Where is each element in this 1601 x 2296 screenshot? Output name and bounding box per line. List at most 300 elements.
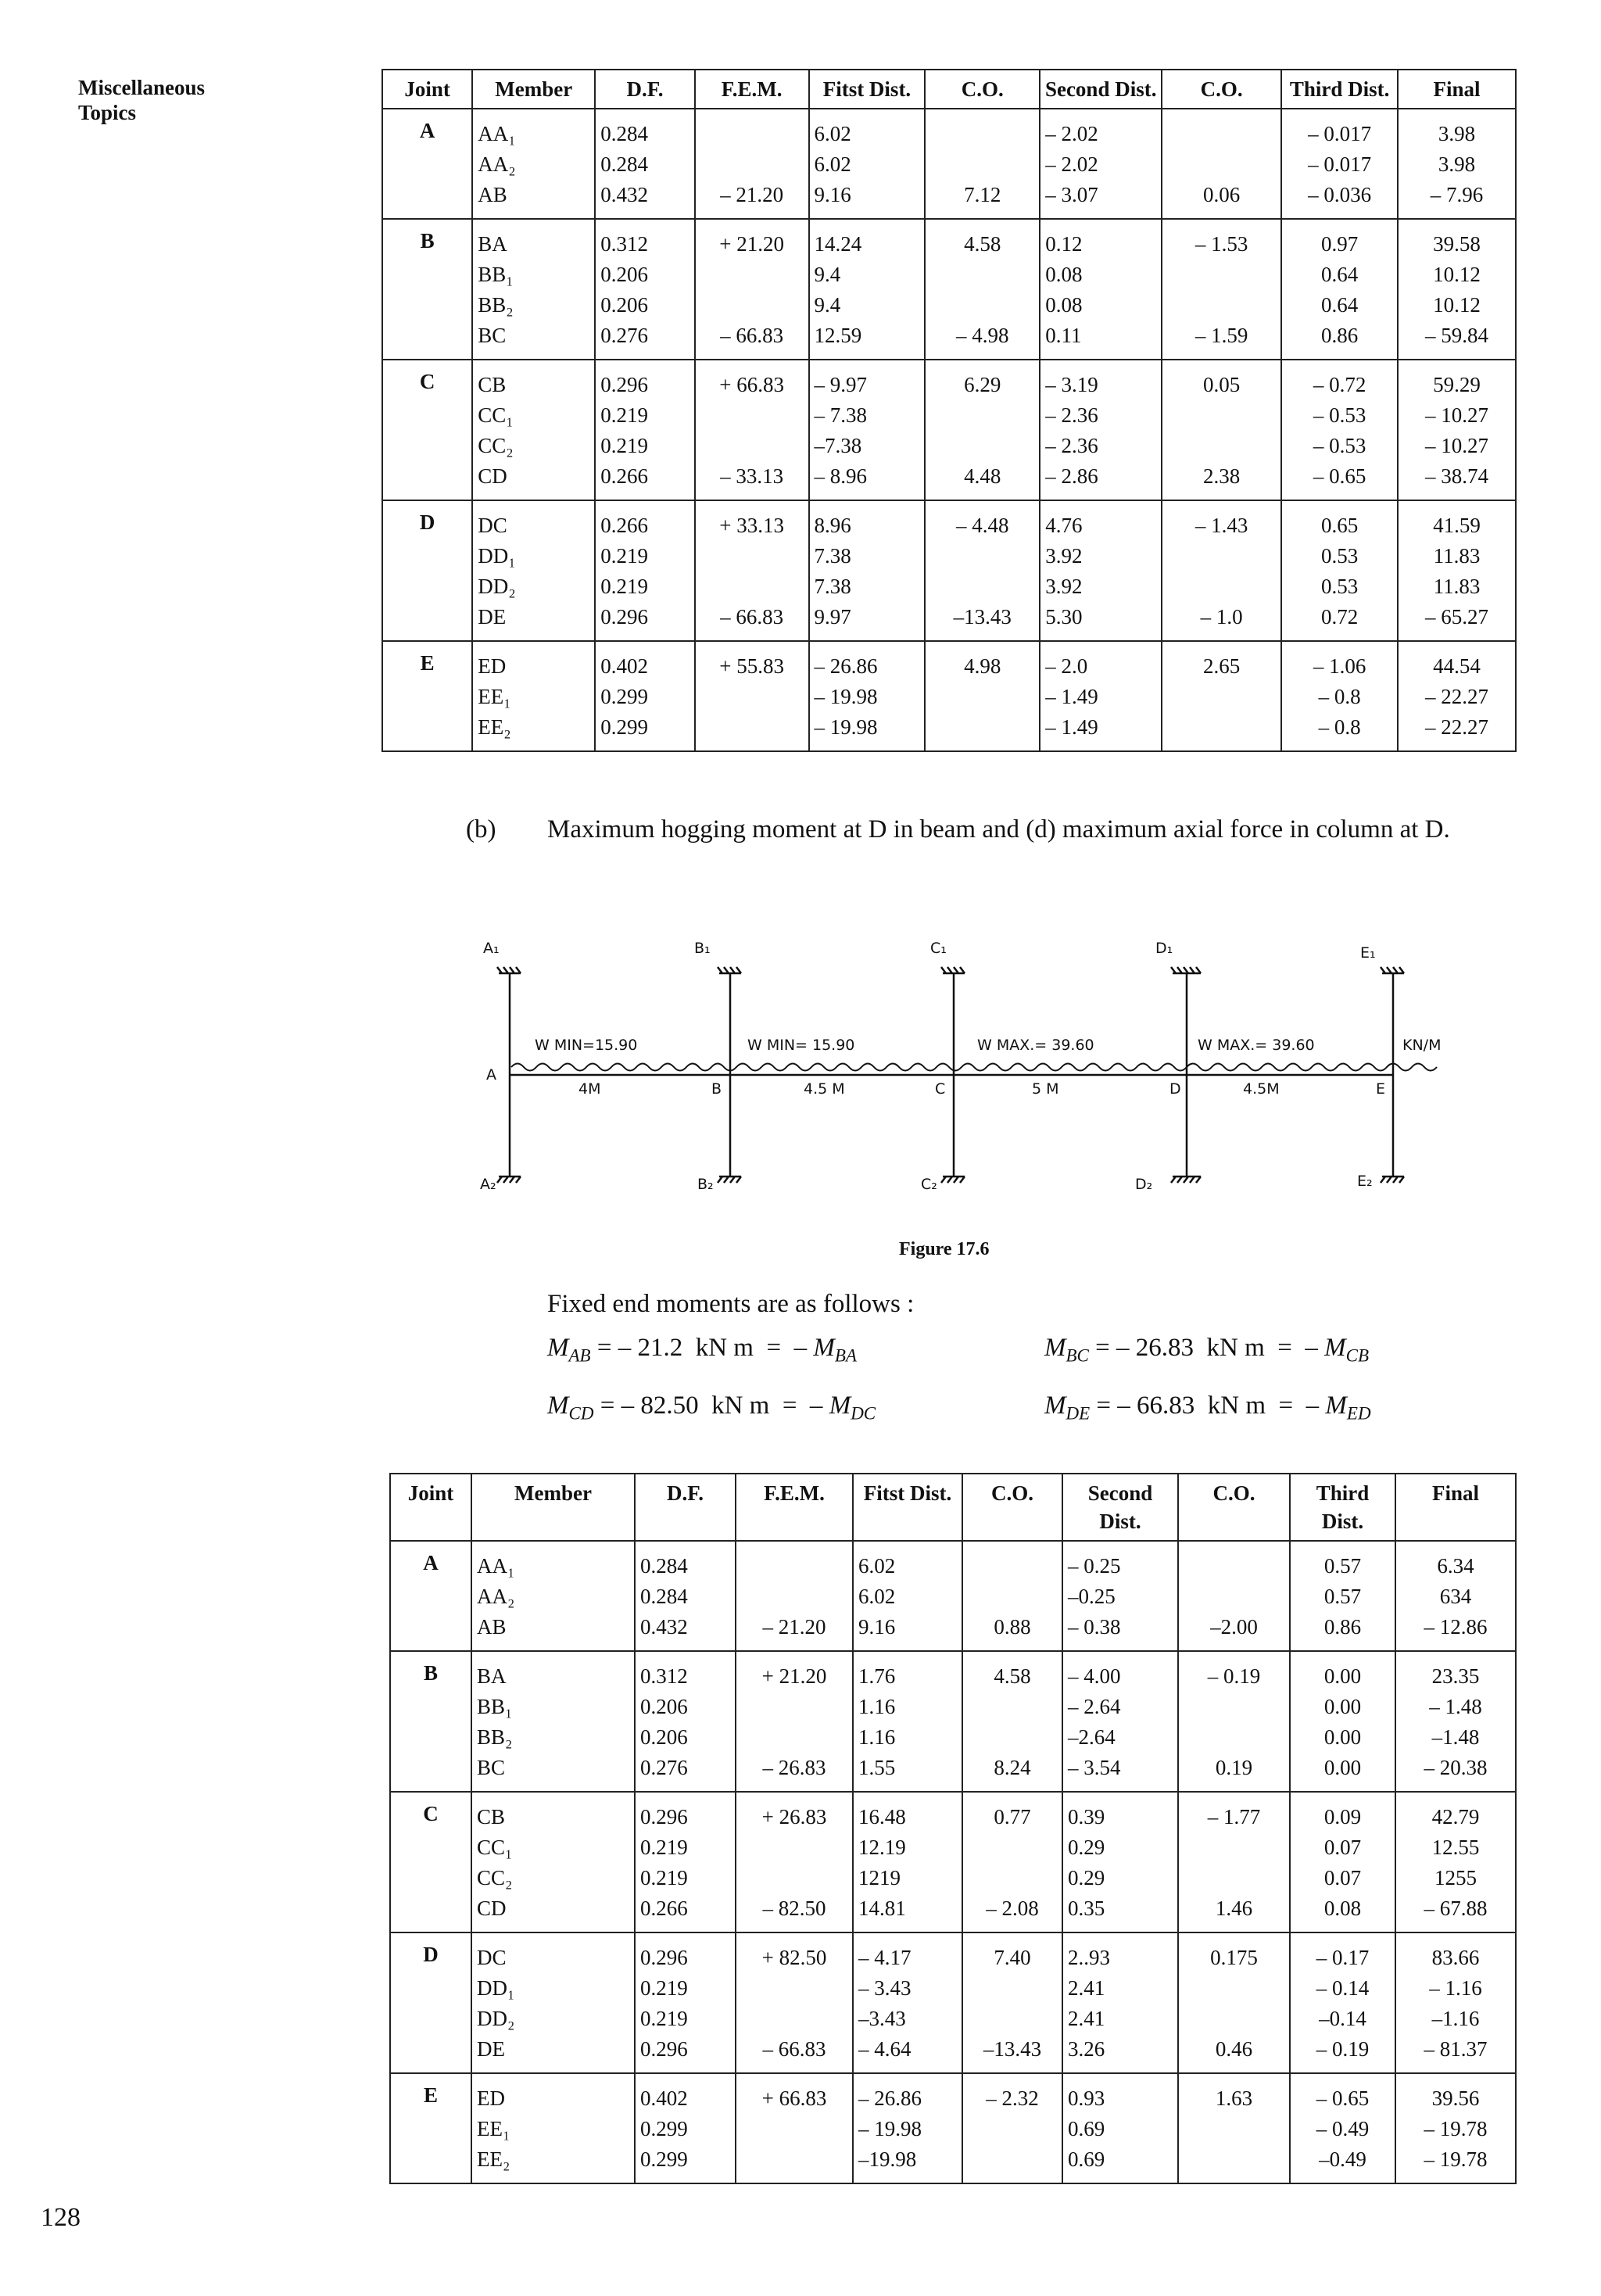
fem-value: [700, 260, 804, 290]
co1-cell: [925, 641, 1040, 751]
co1-value: –13.43: [953, 605, 1012, 629]
d3-value: – 0.65: [1313, 464, 1366, 488]
fem-value: – 21.20: [762, 1615, 826, 1639]
d2-value: – 1.49: [1045, 685, 1098, 708]
span-length: 4.5 M: [804, 1080, 845, 1098]
fem-value: [741, 1692, 847, 1722]
co2-value: – 1.53: [1194, 232, 1248, 256]
d2-value: 2..93: [1068, 1946, 1110, 1969]
df-cell: [595, 500, 694, 641]
final-value: 634: [1439, 1585, 1472, 1608]
final-value: – 38.74: [1425, 464, 1488, 488]
co1-value: 4.58: [994, 1664, 1031, 1688]
fem-value: + 21.20: [719, 232, 784, 256]
header-cell: C.O.: [1162, 70, 1281, 109]
df-value: 0.219: [640, 1836, 688, 1859]
eq-rhs: M: [829, 1392, 851, 1420]
co2-value: – 1.0: [1200, 605, 1243, 629]
co2-value: [1167, 290, 1276, 321]
df-value: 0.219: [600, 575, 648, 598]
d3-value: 0.57: [1323, 1554, 1362, 1578]
equation: [547, 1392, 876, 1424]
eq-lhs-sub: DE: [1066, 1403, 1091, 1424]
d1-cell: [809, 219, 926, 360]
d3-cell: [1290, 1651, 1395, 1792]
d1-value: – 7.38: [814, 403, 868, 427]
column-bottom-label: C₂: [921, 1176, 937, 1193]
final-cell: [1398, 500, 1516, 641]
caption-label: (b): [466, 815, 496, 844]
d2-cell: [1062, 1792, 1178, 1932]
final-value: 44.54: [1433, 654, 1481, 678]
members-value: DE: [478, 605, 507, 629]
co1-value: 7.40: [994, 1946, 1031, 1969]
header-cell: Fitst Dist.: [809, 70, 926, 109]
co1-value: [930, 682, 1034, 712]
eq-mid: = – 26.83 kN m = –: [1088, 1334, 1325, 1362]
d3-value: 0.64: [1320, 293, 1359, 317]
load-unit: KN/M: [1402, 1037, 1442, 1054]
d3-cell: [1290, 2073, 1395, 2183]
d3-value: – 0.49: [1316, 2117, 1370, 2140]
page-number: 128: [41, 2203, 81, 2232]
caption-text: Maximum hogging moment at D in beam and (d) maximum axial force in column at D.: [547, 815, 1450, 844]
header-cell: Final: [1395, 1474, 1516, 1541]
final-value: – 65.27: [1425, 605, 1488, 629]
final-value: –1.48: [1431, 1725, 1480, 1749]
co1-value: [930, 571, 1034, 602]
d1-value: – 19.98: [814, 715, 878, 739]
df-value: 0.206: [640, 1725, 688, 1749]
members-value: BB₁: [478, 263, 514, 286]
d3-value: 0.53: [1320, 544, 1359, 568]
df-cell: [635, 2073, 736, 2183]
d3-value: – 0.8: [1318, 685, 1361, 708]
final-value: 11.83: [1433, 575, 1481, 598]
d1-value: 9.16: [814, 183, 851, 206]
d2-value: –2.64: [1068, 1725, 1116, 1749]
fem-value: [700, 682, 804, 712]
members-value: AB: [477, 1615, 507, 1639]
eq-mid: = – 82.50 kN m = –: [593, 1392, 829, 1420]
d3-value: 0.86: [1323, 1615, 1362, 1639]
co2-cell: [1178, 1651, 1290, 1792]
final-value: 39.56: [1431, 2086, 1480, 2110]
fem-value: [700, 149, 804, 180]
members-cell: [472, 219, 595, 360]
df-cell: [595, 219, 694, 360]
d1-value: 6.02: [858, 1585, 896, 1608]
load-label: W MIN=15.90: [535, 1037, 638, 1054]
table-row: [390, 1792, 1516, 1932]
d3-value: 0.09: [1323, 1805, 1362, 1829]
co1-value: [968, 1722, 1057, 1753]
members-value: DC: [478, 514, 507, 537]
final-value: 39.58: [1433, 232, 1481, 256]
header-cell: Third Dist.: [1290, 1474, 1395, 1541]
margin-note: [78, 75, 205, 125]
margin-note-line: Topics: [78, 101, 137, 124]
co2-cell: [1162, 360, 1281, 500]
co2-cell: [1178, 2073, 1290, 2183]
fem-value: + 66.83: [719, 373, 784, 396]
df-value: 0.312: [640, 1664, 688, 1688]
final-value: – 22.27: [1425, 715, 1488, 739]
fem-cell: [736, 1792, 853, 1932]
equation: [1044, 1392, 1371, 1424]
header-row: [390, 1474, 1516, 1541]
df-value: 0.219: [600, 544, 648, 568]
d3-value: 0.65: [1320, 514, 1359, 537]
df-value: 0.276: [640, 1756, 688, 1779]
d1-value: 6.02: [814, 152, 851, 176]
d3-cell: [1290, 1932, 1395, 2073]
co1-value: –13.43: [983, 2037, 1042, 2061]
final-value: – 1.16: [1429, 1976, 1482, 2000]
final-value: – 67.88: [1424, 1897, 1488, 1920]
final-value: 11.83: [1433, 544, 1481, 568]
co2-value: [1167, 119, 1276, 149]
co2-value: 0.46: [1215, 2037, 1253, 2061]
d3-value: 0.00: [1323, 1725, 1362, 1749]
d1-value: 7.38: [814, 575, 851, 598]
header-cell: D.F.: [595, 70, 694, 109]
df-value: 0.276: [600, 324, 648, 347]
frame-figure: [469, 926, 1454, 1216]
d1-value: 7.38: [814, 544, 851, 568]
co2-cell: [1178, 1792, 1290, 1932]
members-value: AA₁: [477, 1554, 515, 1578]
members-cell: [471, 1932, 635, 2073]
final-value: 12.55: [1431, 1836, 1480, 1859]
co1-value: [930, 431, 1034, 461]
co2-value: 2.38: [1203, 464, 1241, 488]
members-value: BA: [478, 232, 507, 256]
d2-cell: [1040, 219, 1162, 360]
df-value: 0.296: [600, 373, 648, 396]
members-cell: [472, 641, 595, 751]
header-cell: C.O.: [925, 70, 1040, 109]
header-cell: Member: [471, 1474, 635, 1541]
co1-cell: [925, 500, 1040, 641]
members-value: BB₁: [477, 1695, 513, 1718]
co2-value: [1167, 431, 1276, 461]
final-value: – 19.78: [1424, 2147, 1488, 2171]
margin-note-line: Miscellaneous: [78, 76, 205, 99]
co1-value: – 4.98: [956, 324, 1009, 347]
d3-value: – 0.8: [1318, 715, 1361, 739]
d2-value: 0.08: [1045, 263, 1083, 286]
d1-value: – 26.86: [814, 654, 878, 678]
d2-cell: [1062, 1932, 1178, 2073]
fem-value: – 66.83: [720, 605, 784, 629]
co1-cell: [962, 2073, 1062, 2183]
header-cell: C.O.: [1178, 1474, 1290, 1541]
members-value: BC: [477, 1756, 506, 1779]
final-value: 42.79: [1431, 1805, 1480, 1829]
joint-label: C: [935, 1080, 946, 1098]
co1-value: [930, 290, 1034, 321]
d1-value: 12.19: [858, 1836, 906, 1859]
joint-cell: B: [382, 219, 472, 360]
co2-value: 0.19: [1215, 1756, 1253, 1779]
d1-value: 1.76: [858, 1664, 896, 1688]
eq-rhs: M: [1324, 1334, 1346, 1362]
fem-value: [700, 431, 804, 461]
df-value: 0.284: [640, 1554, 688, 1578]
final-value: – 7.96: [1430, 183, 1484, 206]
members-value: DD₂: [478, 575, 516, 598]
d2-value: 4.76: [1045, 514, 1083, 537]
d2-value: 3.26: [1068, 2037, 1105, 2061]
joint-cell: E: [390, 2073, 471, 2183]
members-value: CC₂: [478, 434, 514, 457]
df-value: 0.432: [640, 1615, 688, 1639]
d3-value: 0.08: [1323, 1897, 1362, 1920]
d1-value: – 4.64: [858, 2037, 912, 2061]
d1-value: – 9.97: [814, 373, 868, 396]
d2-value: 0.11: [1045, 324, 1082, 347]
co2-cell: [1178, 1932, 1290, 2073]
table-row: [390, 1541, 1516, 1651]
d3-value: 0.57: [1323, 1585, 1362, 1608]
d1-value: 8.96: [814, 514, 851, 537]
column-top-label: D₁: [1155, 940, 1173, 957]
fem-value: [741, 2114, 847, 2144]
d2-cell: [1040, 641, 1162, 751]
load-label: W MAX.= 39.60: [1198, 1037, 1315, 1054]
d3-value: – 0.17: [1316, 1946, 1370, 1969]
co1-value: [930, 541, 1034, 571]
members-value: CC₁: [478, 403, 514, 427]
eq-lhs: M: [547, 1334, 569, 1362]
final-value: 23.35: [1431, 1664, 1480, 1688]
d2-value: – 3.07: [1045, 183, 1098, 206]
df-value: 0.219: [600, 434, 648, 457]
co1-value: [930, 149, 1034, 180]
d2-value: – 2.36: [1045, 403, 1098, 427]
d1-value: – 3.43: [858, 1976, 912, 2000]
column-bottom-label: A₂: [480, 1176, 496, 1193]
column-top-label: B₁: [694, 940, 711, 957]
d2-value: – 2.64: [1068, 1695, 1121, 1718]
members-value: AA₂: [477, 1585, 515, 1608]
members-value: CB: [478, 373, 507, 396]
distribution-table-2: [389, 1473, 1517, 2184]
fem-cell: [736, 1932, 853, 2073]
d1-value: – 4.17: [858, 1946, 912, 1969]
fem-value: [741, 1551, 847, 1581]
df-cell: [635, 1651, 736, 1792]
co2-value: [1167, 260, 1276, 290]
co2-value: [1184, 2004, 1284, 2034]
load-label: W MAX.= 39.60: [977, 1037, 1094, 1054]
df-value: 0.206: [640, 1695, 688, 1718]
fem-cell: [695, 641, 809, 751]
joint-cell: C: [390, 1792, 471, 1932]
co2-value: 0.175: [1210, 1946, 1258, 1969]
eq-lhs-sub: AB: [568, 1345, 591, 1366]
members-cell: [472, 500, 595, 641]
eq-lhs: M: [547, 1392, 569, 1420]
d3-cell: [1290, 1792, 1395, 1932]
co1-value: 4.58: [964, 232, 1001, 256]
co2-value: [1184, 1973, 1284, 2004]
column-top-label: A₁: [483, 940, 500, 957]
d1-value: 1.16: [858, 1695, 896, 1718]
fem-value: [741, 1722, 847, 1753]
span-length: 4.5M: [1243, 1080, 1280, 1098]
fem-value: – 82.50: [762, 1897, 826, 1920]
df-value: 0.219: [640, 2007, 688, 2030]
df-value: 0.266: [600, 514, 648, 537]
df-value: 0.432: [600, 183, 648, 206]
co2-value: –2.00: [1210, 1615, 1258, 1639]
members-value: CB: [477, 1805, 506, 1829]
members-value: ED: [477, 2086, 505, 2110]
equation: [1044, 1334, 1369, 1366]
df-value: 0.219: [640, 1976, 688, 2000]
df-value: 0.296: [640, 1946, 688, 1969]
final-cell: [1398, 109, 1516, 219]
eq-mid: = – 66.83 kN m = –: [1090, 1392, 1326, 1420]
fem-value: + 82.50: [761, 1946, 827, 1969]
final-value: – 59.84: [1425, 324, 1488, 347]
final-value: –1.16: [1431, 2007, 1480, 2030]
members-value: AA₂: [478, 152, 516, 176]
df-value: 0.296: [640, 1805, 688, 1829]
df-value: 0.312: [600, 232, 648, 256]
span-length: 5 M: [1032, 1080, 1059, 1098]
members-value: DD₁: [477, 1976, 515, 2000]
co2-value: [1184, 1551, 1284, 1581]
header-cell: F.E.M.: [736, 1474, 853, 1541]
fem-value: – 66.83: [762, 2037, 826, 2061]
co1-cell: [962, 1932, 1062, 2073]
final-value: 59.29: [1433, 373, 1481, 396]
fem-value: + 26.83: [761, 1805, 827, 1829]
df-value: 0.219: [600, 403, 648, 427]
fem-value: [741, 1973, 847, 2004]
d2-cell: [1040, 500, 1162, 641]
co2-value: [1184, 2144, 1284, 2175]
d1-cell: [809, 641, 926, 751]
members-cell: [471, 1541, 635, 1651]
df-cell: [635, 1792, 736, 1932]
d2-value: – 2.36: [1045, 434, 1098, 457]
d3-cell: [1281, 219, 1398, 360]
co1-cell: [925, 219, 1040, 360]
d1-value: 1219: [858, 1866, 901, 1889]
d1-cell: [853, 2073, 962, 2183]
fem-cell: [736, 1651, 853, 1792]
co2-value: [1167, 712, 1276, 743]
co2-value: [1167, 400, 1276, 431]
header-cell: Second Dist.: [1040, 70, 1162, 109]
eq-mid: = – 21.2 kN m = –: [590, 1334, 814, 1362]
column-bottom-label: D₂: [1135, 1176, 1153, 1193]
eq-rhs: M: [813, 1334, 835, 1362]
fem-value: [700, 571, 804, 602]
d3-value: 0.86: [1320, 324, 1359, 347]
co2-cell: [1162, 109, 1281, 219]
d2-value: – 2.02: [1045, 122, 1098, 145]
d3-value: –0.14: [1319, 2007, 1366, 2030]
d3-value: 0.97: [1320, 232, 1359, 256]
fem-value: [741, 2144, 847, 2175]
co2-value: [1184, 2114, 1284, 2144]
d1-value: 16.48: [858, 1805, 906, 1829]
members-value: ED: [478, 654, 507, 678]
d3-value: 0.64: [1320, 263, 1359, 286]
final-value: – 10.27: [1425, 434, 1488, 457]
fem-value: [700, 290, 804, 321]
members-cell: [472, 360, 595, 500]
header-cell: F.E.M.: [695, 70, 809, 109]
d2-value: 2.41: [1068, 1976, 1105, 2000]
co2-value: [1184, 1581, 1284, 1612]
final-value: – 81.37: [1424, 2037, 1488, 2061]
d3-value: – 0.19: [1316, 2037, 1370, 2061]
equation: [547, 1334, 857, 1366]
d1-value: 9.16: [858, 1615, 896, 1639]
members-cell: [471, 1792, 635, 1932]
d2-value: 0.35: [1068, 1897, 1105, 1920]
header-cell: Member: [472, 70, 595, 109]
d3-value: 0.00: [1323, 1695, 1362, 1718]
eq-rhs-sub: CB: [1345, 1345, 1370, 1366]
co1-value: [968, 1973, 1057, 2004]
df-cell: [595, 360, 694, 500]
final-cell: [1398, 219, 1516, 360]
fem-value: [700, 119, 804, 149]
co1-value: 0.77: [994, 1805, 1031, 1829]
d2-cell: [1062, 1651, 1178, 1792]
d3-cell: [1281, 360, 1398, 500]
final-value: 10.12: [1433, 263, 1481, 286]
co2-value: [1167, 571, 1276, 602]
d3-cell: [1281, 641, 1398, 751]
table-body: [390, 1541, 1516, 2183]
d2-value: 2.41: [1068, 2007, 1105, 2030]
d2-value: – 2.02: [1045, 152, 1098, 176]
d3-value: – 0.53: [1313, 434, 1366, 457]
co2-value: [1184, 1722, 1284, 1753]
d1-cell: [853, 1541, 962, 1651]
co2-cell: [1178, 1541, 1290, 1651]
fem-value: + 55.83: [719, 654, 784, 678]
df-value: 0.299: [600, 715, 648, 739]
eq-lhs: M: [1044, 1392, 1066, 1420]
fem-cell: [695, 360, 809, 500]
final-cell: [1395, 1792, 1516, 1932]
d3-value: – 0.65: [1316, 2086, 1370, 2110]
table-row: [390, 1932, 1516, 2073]
fem-value: [700, 541, 804, 571]
d1-value: 9.4: [814, 293, 841, 317]
d2-value: 0.08: [1045, 293, 1083, 317]
d3-value: 0.53: [1320, 575, 1359, 598]
members-value: EE₁: [477, 2117, 510, 2140]
co1-value: [930, 260, 1034, 290]
d1-cell: [809, 360, 926, 500]
members-value: EE₂: [478, 715, 511, 739]
d3-value: – 1.06: [1313, 654, 1366, 678]
co1-value: [968, 1551, 1057, 1581]
figure-caption: Figure 17.6: [899, 1239, 990, 1259]
fem-value: [741, 2004, 847, 2034]
d3-value: – 0.017: [1308, 122, 1372, 145]
